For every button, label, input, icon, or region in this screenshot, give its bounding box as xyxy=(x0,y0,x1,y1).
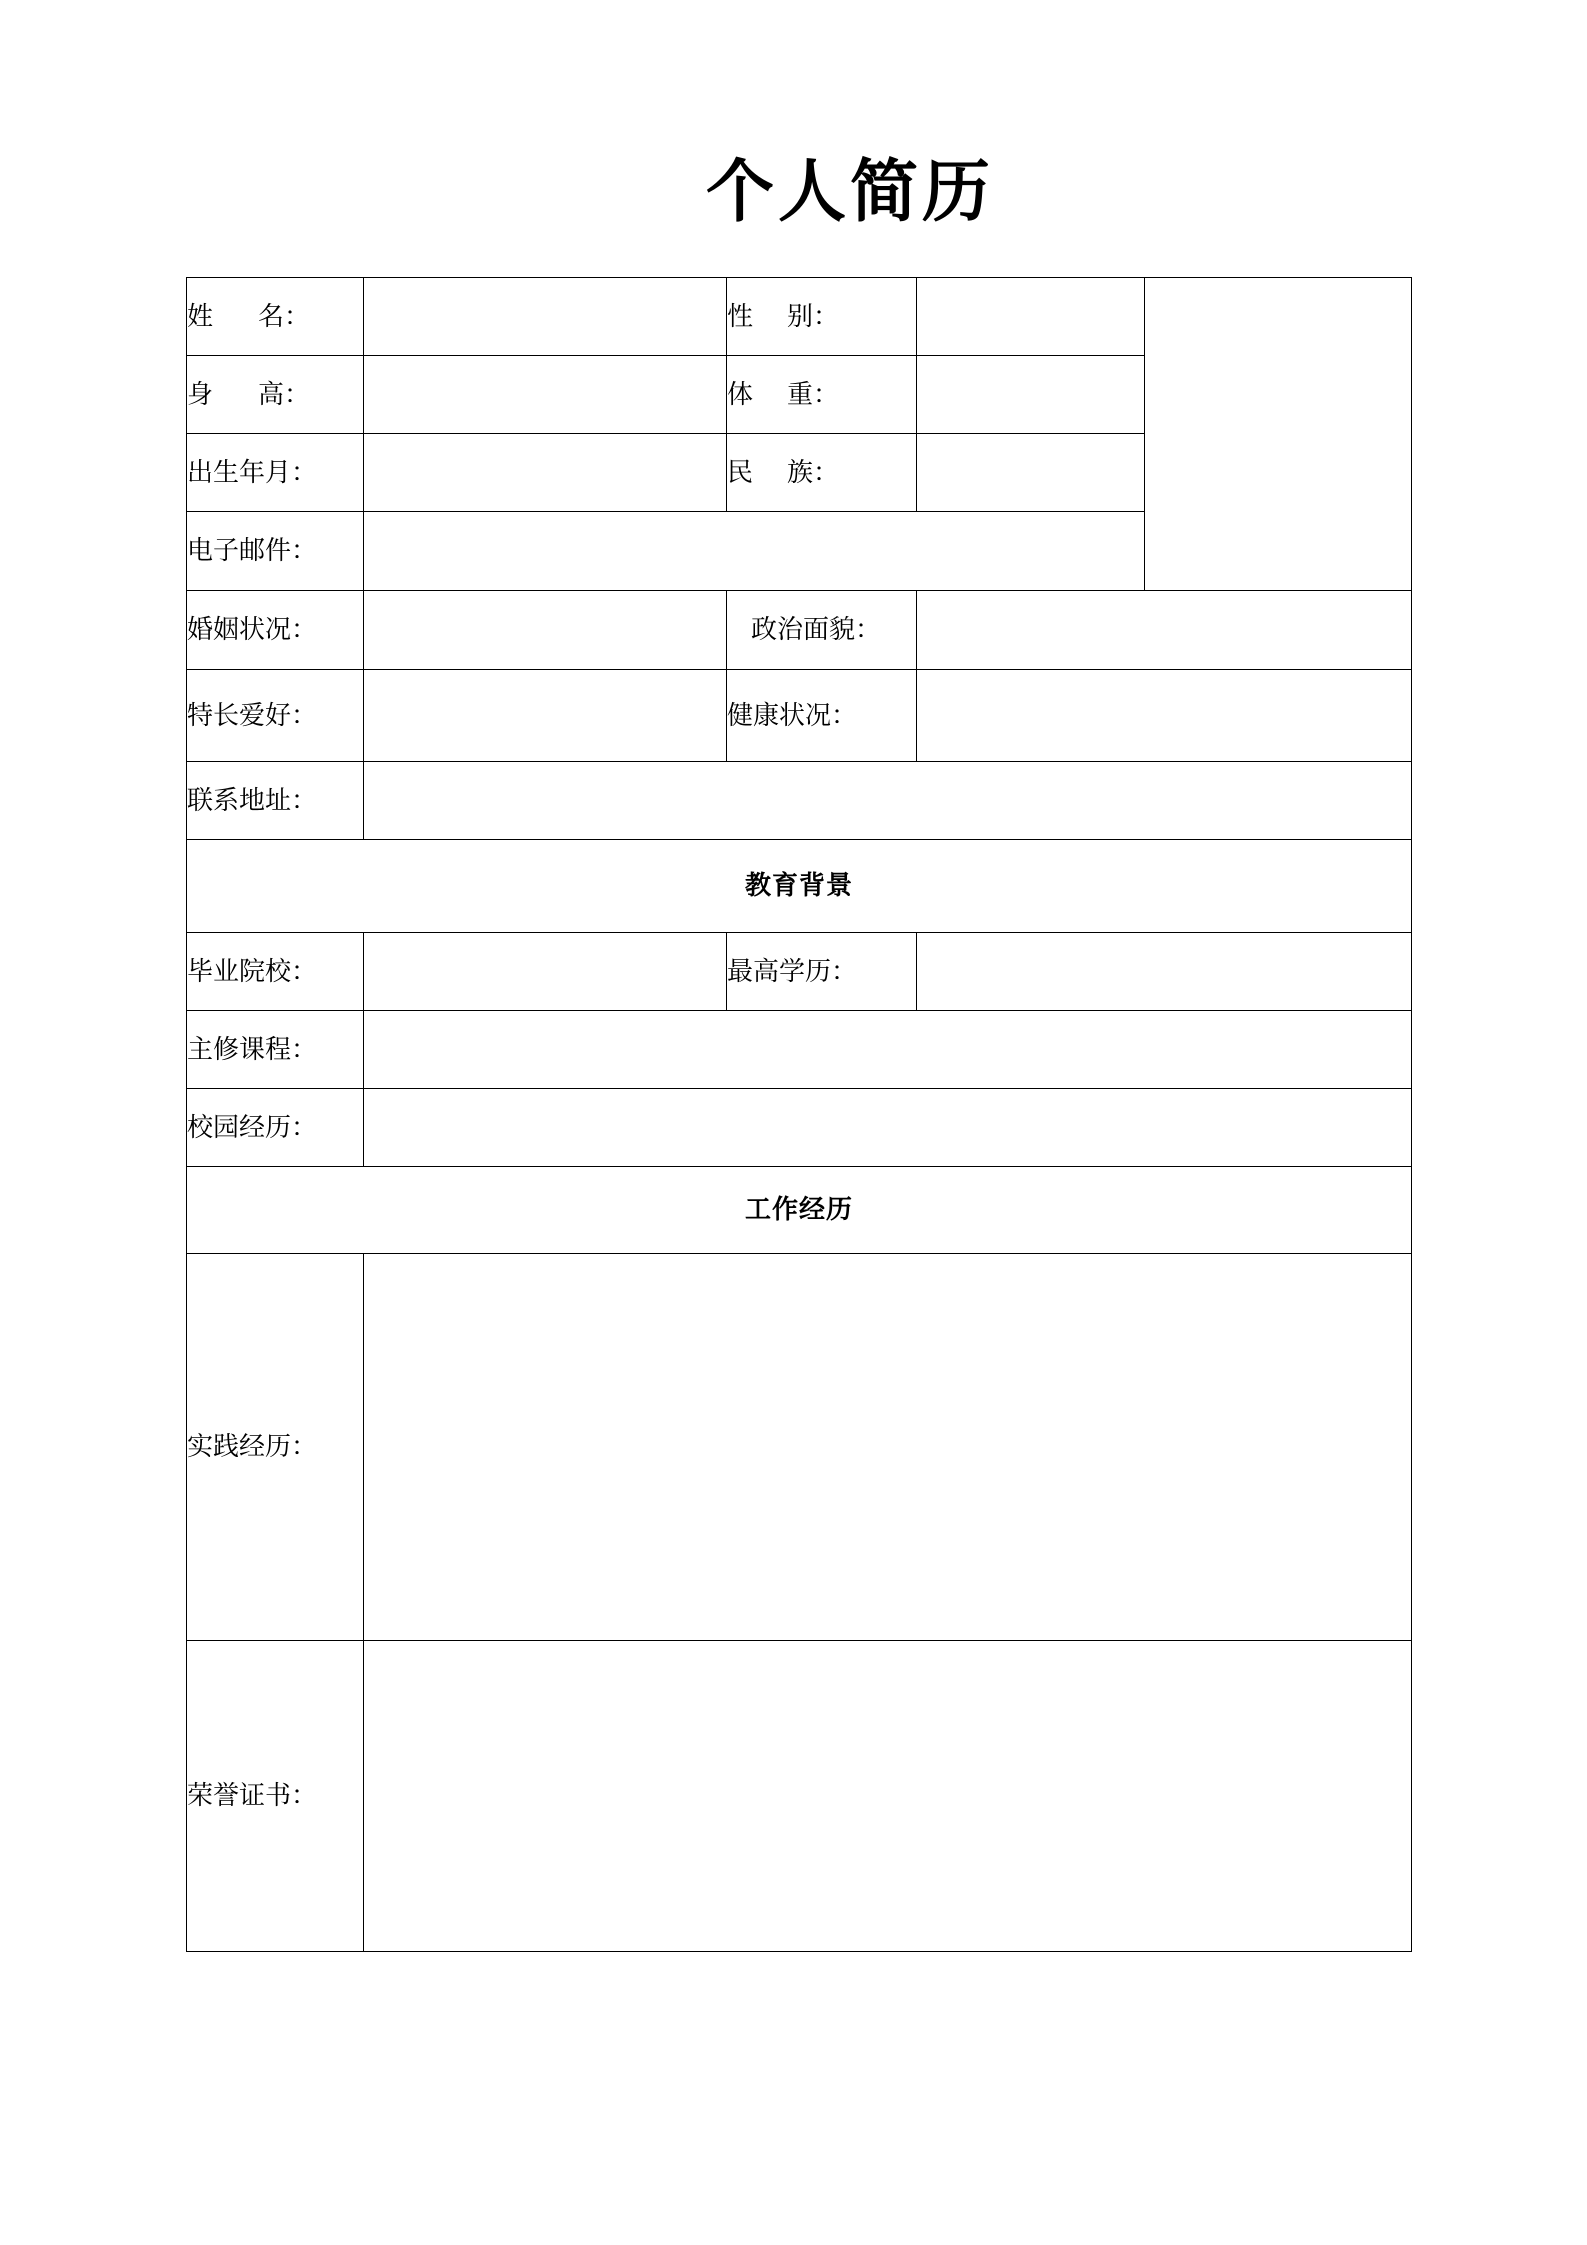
hobbies-label: 特长爱好： xyxy=(187,670,364,762)
school-field[interactable] xyxy=(364,933,727,1011)
address-label: 联系地址： xyxy=(187,762,364,840)
degree-label: 最高学历： xyxy=(727,933,917,1011)
weight-field[interactable] xyxy=(917,356,1145,434)
hobbies-field[interactable] xyxy=(364,670,727,762)
weight-label: 体 重： xyxy=(727,356,917,434)
row-name xyxy=(187,278,1412,356)
marital-status-label: 婚姻状况： xyxy=(187,591,364,670)
row-address xyxy=(187,762,1412,840)
resume-table xyxy=(186,277,1412,1952)
birth-date-field[interactable] xyxy=(364,434,727,512)
row-practice xyxy=(187,1254,1412,1641)
row-campus xyxy=(187,1089,1412,1167)
page-title: 个人简历 xyxy=(705,152,994,232)
political-status-field[interactable] xyxy=(917,591,1412,670)
work-section-title: 工作经历 xyxy=(187,1167,1412,1254)
health-field[interactable] xyxy=(917,670,1412,762)
row-courses xyxy=(187,1011,1412,1089)
practice-label: 实践经历： xyxy=(187,1254,364,1641)
row-work-heading xyxy=(187,1167,1412,1254)
email-field[interactable] xyxy=(364,512,1145,591)
row-education-heading xyxy=(187,840,1412,933)
courses-field[interactable] xyxy=(364,1011,1412,1089)
birth-date-label: 出生年月： xyxy=(187,434,364,512)
degree-field[interactable] xyxy=(917,933,1412,1011)
name-label: 姓 名： xyxy=(187,278,364,356)
practice-field[interactable] xyxy=(364,1254,1412,1641)
height-field[interactable] xyxy=(364,356,727,434)
ethnicity-label: 民 族： xyxy=(727,434,917,512)
campus-experience-field[interactable] xyxy=(364,1089,1412,1167)
email-label: 电子邮件： xyxy=(187,512,364,591)
honors-label: 荣誉证书： xyxy=(187,1641,364,1952)
row-honors xyxy=(187,1641,1412,1952)
row-hobbies xyxy=(187,670,1412,762)
name-field[interactable] xyxy=(364,278,727,356)
row-school xyxy=(187,933,1412,1011)
health-label: 健康状况： xyxy=(727,670,917,762)
gender-label: 性 别： xyxy=(727,278,917,356)
photo-area[interactable] xyxy=(1145,278,1412,591)
courses-label: 主修课程： xyxy=(187,1011,364,1089)
ethnicity-field[interactable] xyxy=(917,434,1145,512)
height-label: 身 高： xyxy=(187,356,364,434)
honors-field[interactable] xyxy=(364,1641,1412,1952)
row-marital xyxy=(187,591,1412,670)
school-label: 毕业院校： xyxy=(187,933,364,1011)
marital-status-field[interactable] xyxy=(364,591,727,670)
address-field[interactable] xyxy=(364,762,1412,840)
campus-experience-label: 校园经历： xyxy=(187,1089,364,1167)
political-status-label: 政治面貌： xyxy=(727,591,917,670)
gender-field[interactable] xyxy=(917,278,1145,356)
education-section-title: 教育背景 xyxy=(187,840,1412,933)
